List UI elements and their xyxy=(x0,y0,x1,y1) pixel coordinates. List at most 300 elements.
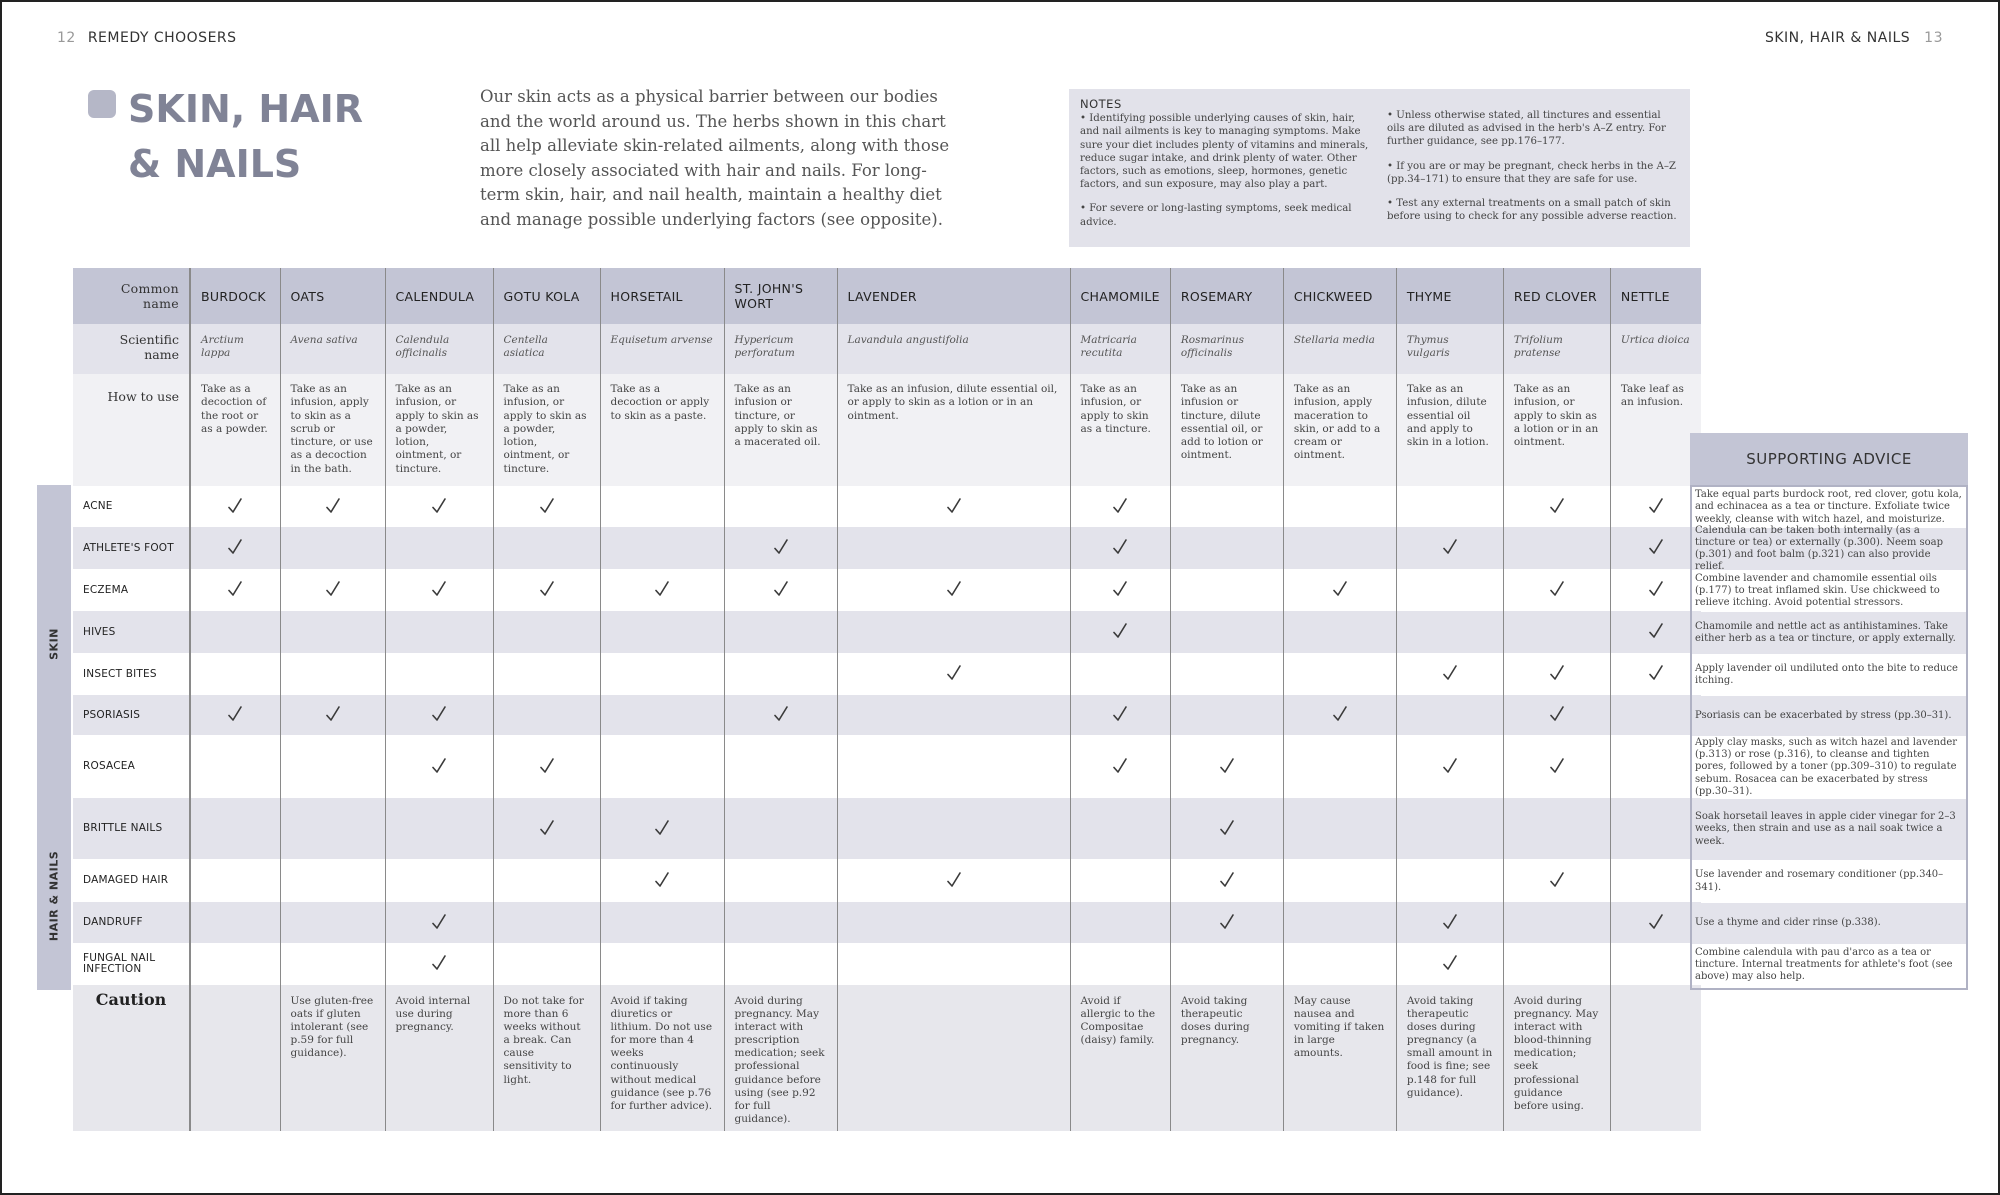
intro-paragraph: Our skin acts as a physical barrier between our bodies and the world around us. The herbs shown in this chart all help alleviate skin-related ailments, along with those more closely associated with hair and nails. For long-term skin, hair, and nail health, maintain a healthy diet and manage possible underlying factors (see opposite). xyxy=(480,87,950,229)
ailment-herb-cell xyxy=(724,653,837,695)
ailment-row xyxy=(73,735,1701,798)
ailment-herb-cell xyxy=(600,611,724,653)
ailment-herb-cell xyxy=(1283,902,1396,943)
herb-how-to-use: Take leaf as an infusion. xyxy=(1610,374,1701,486)
ailment-herb-cell xyxy=(385,527,493,569)
ailment-herb-cell xyxy=(600,569,724,611)
ailment-herb-cell xyxy=(280,798,385,859)
ailment-herb-cell xyxy=(837,859,1070,902)
check-mark-icon xyxy=(1113,619,1127,635)
check-mark-icon xyxy=(774,535,788,551)
ailment-herb-cell xyxy=(1170,902,1283,943)
group-label-skin: SKIN xyxy=(47,627,61,660)
ailment-herb-cell xyxy=(837,798,1070,859)
herb-common-name: RED CLOVER xyxy=(1503,268,1610,324)
ailment-herb-cell xyxy=(724,486,837,527)
ailment-herb-cell xyxy=(1283,486,1396,527)
check-mark-icon xyxy=(1220,816,1234,832)
ailment-herb-cell xyxy=(1170,859,1283,902)
check-mark-icon xyxy=(1443,661,1457,677)
check-mark-icon xyxy=(1550,494,1564,510)
ailment-herb-cell xyxy=(190,611,280,653)
check-mark-icon xyxy=(1333,702,1347,718)
ailment-name: DANDRUFF xyxy=(73,902,190,943)
check-mark-icon xyxy=(326,494,340,510)
ailment-herb-cell xyxy=(385,735,493,798)
row-label-how: How to use xyxy=(73,374,190,486)
ailment-herb-cell xyxy=(1610,486,1701,527)
ailment-herb-cell xyxy=(837,527,1070,569)
herb-scientific-name: Urtica dioica xyxy=(1610,324,1701,374)
herb-how-to-use: Take as an infusion, dilute essential oil and apply to skin in a lotion. xyxy=(1396,374,1503,486)
check-mark-icon xyxy=(326,577,340,593)
check-mark-icon xyxy=(432,494,446,510)
ailment-herb-cell xyxy=(280,569,385,611)
ailment-herb-cell xyxy=(1170,527,1283,569)
page-title xyxy=(128,82,363,192)
notes-right-column xyxy=(1387,109,1679,234)
ailment-herb-cell xyxy=(1070,695,1170,735)
ailment-herb-cell xyxy=(190,653,280,695)
check-mark-icon xyxy=(326,702,340,718)
ailment-herb-cell xyxy=(1503,611,1610,653)
herb-how-to-use: Take as an infusion, dilute essential oil, or apply to skin as a lotion or in an ointment. xyxy=(837,374,1070,486)
ailment-herb-cell xyxy=(385,943,493,985)
ailment-herb-cell xyxy=(1070,798,1170,859)
ailment-herb-cell xyxy=(190,569,280,611)
check-mark-icon xyxy=(655,816,669,832)
ailment-herb-cell xyxy=(1283,859,1396,902)
group-bar-hair-nails xyxy=(37,802,71,990)
herb-scientific-name: Hypericum perforatum xyxy=(724,324,837,374)
check-mark-icon xyxy=(655,577,669,593)
ailment-herb-cell xyxy=(1503,527,1610,569)
ailment-herb-cell xyxy=(1170,943,1283,985)
notes-title: NOTES xyxy=(1080,97,1122,111)
ailment-name: BRITTLE NAILS xyxy=(73,798,190,859)
herb-common-name: LAVENDER xyxy=(837,268,1070,324)
ailment-herb-cell xyxy=(837,653,1070,695)
ailment-herb-cell xyxy=(493,486,600,527)
supporting-advice-item: Psoriasis can be exacerbated by stress (pp.30–31). xyxy=(1692,696,1966,736)
check-mark-icon xyxy=(1649,661,1663,677)
ailment-herb-cell xyxy=(1396,902,1503,943)
supporting-advice-item: Take equal parts burdock root, red clover, gotu kola, and echinacea as a tea or tincture. Exfoliate twice weekly, cleanse with witch hazel, and moisturize. xyxy=(1695,489,1962,525)
herb-caution: Avoid internal use during pregnancy. xyxy=(385,985,493,1131)
ailment-herb-cell xyxy=(1070,859,1170,902)
ailment-herb-cell xyxy=(724,735,837,798)
ailment-herb-cell xyxy=(1610,943,1701,985)
herb-common-name: BURDOCK xyxy=(190,268,280,324)
page-title-line1: SKIN, HAIR xyxy=(128,87,364,131)
ailment-herb-cell xyxy=(600,902,724,943)
herb-scientific-name: Avena sativa xyxy=(280,324,385,374)
ailment-herb-cell xyxy=(1610,653,1701,695)
check-mark-icon xyxy=(655,868,669,884)
ailment-herb-cell xyxy=(1070,653,1170,695)
check-mark-icon xyxy=(1649,619,1663,635)
check-mark-icon xyxy=(1443,951,1457,967)
ailment-name: ATHLETE'S FOOT xyxy=(73,527,190,569)
ailment-herb-cell xyxy=(1503,943,1610,985)
ailment-herb-cell xyxy=(190,695,280,735)
caution-row xyxy=(73,985,1701,1131)
ailment-name: DAMAGED HAIR xyxy=(73,859,190,902)
ailment-herb-cell xyxy=(190,902,280,943)
ailment-herb-cell xyxy=(493,695,600,735)
ailment-herb-cell xyxy=(600,486,724,527)
ailment-name: ROSACEA xyxy=(73,735,190,798)
ailment-name: FUNGAL NAIL INFECTION xyxy=(73,943,190,985)
ailment-herb-cell xyxy=(1610,798,1701,859)
ailment-herb-cell xyxy=(190,798,280,859)
herb-caution: Do not take for more than 6 weeks without a break. Can cause sensitivity to light. xyxy=(493,985,600,1131)
herb-caution: May cause nausea and vomiting if taken in large amounts. xyxy=(1283,985,1396,1131)
ailment-row xyxy=(73,695,1701,735)
ailment-herb-cell xyxy=(493,798,600,859)
row-label-scientific: Scientific name xyxy=(73,324,190,374)
ailment-herb-cell xyxy=(1396,569,1503,611)
ailment-herb-cell xyxy=(1610,735,1701,798)
herb-common-name: GOTU KOLA xyxy=(493,268,600,324)
check-mark-icon xyxy=(1550,577,1564,593)
ailment-herb-cell xyxy=(1396,527,1503,569)
ailment-herb-cell xyxy=(1070,735,1170,798)
ailment-herb-cell xyxy=(724,902,837,943)
ailment-herb-cell xyxy=(1396,735,1503,798)
ailment-herb-cell xyxy=(280,486,385,527)
notes-left-column xyxy=(1080,98,1372,240)
ailment-herb-cell xyxy=(600,859,724,902)
herb-caution: Avoid during pregnancy. May interact with prescription medication; seek professional guidance before using (see p.92 for full guidance). xyxy=(724,985,837,1131)
ailment-row xyxy=(73,527,1701,569)
ailment-herb-cell xyxy=(1283,735,1396,798)
herb-scientific-name: Stellaria media xyxy=(1283,324,1396,374)
ailment-herb-cell xyxy=(493,735,600,798)
herb-caution xyxy=(837,985,1070,1131)
ailment-herb-cell xyxy=(724,695,837,735)
ailment-herb-cell xyxy=(493,611,600,653)
herb-how-to-use: Take as an infusion, or apply to skin as a powder, lotion, ointment, or tincture. xyxy=(385,374,493,486)
ailment-herb-cell xyxy=(600,695,724,735)
supporting-advice-item: Soak horsetail leaves in apple cider vinegar for 2–3 weeks, then strain and use as a nail soak twice a week. xyxy=(1692,799,1966,860)
ailment-herb-cell xyxy=(600,653,724,695)
ailment-herb-cell xyxy=(1283,611,1396,653)
supporting-advice-item: Use a thyme and cider rinse (p.338). xyxy=(1692,903,1966,944)
ailment-herb-cell xyxy=(1170,653,1283,695)
ailment-herb-cell xyxy=(1610,611,1701,653)
ailment-name: ACNE xyxy=(73,486,190,527)
notes-box xyxy=(1069,89,1690,247)
ailment-herb-cell xyxy=(837,943,1070,985)
ailment-herb-cell xyxy=(724,943,837,985)
notes-item: • Test any external treatments on a small patch of skin before using to check for any possible adverse reaction. xyxy=(1387,198,1677,223)
ailment-herb-cell xyxy=(1396,943,1503,985)
ailment-herb-cell xyxy=(724,527,837,569)
ailment-herb-cell xyxy=(1283,798,1396,859)
ailment-herb-cell xyxy=(493,859,600,902)
ailment-herb-cell xyxy=(1170,611,1283,653)
ailment-herb-cell xyxy=(1070,902,1170,943)
ailment-herb-cell xyxy=(280,735,385,798)
ailment-herb-cell xyxy=(1283,695,1396,735)
check-mark-icon xyxy=(774,577,788,593)
herb-caution: Avoid taking therapeutic doses during pregnancy (a small amount in food is fine; see p.148 for full guidance). xyxy=(1396,985,1503,1131)
left-page-number: 12 xyxy=(57,30,76,46)
ailment-herb-cell xyxy=(724,798,837,859)
ailment-row xyxy=(73,486,1701,527)
notes-item: • Identifying possible underlying causes of skin, hair, and nail ailments is key to managing symptoms. Make sure your diet includes plenty of vitamins and minerals, reduce sugar intake, and drink plenty of water. Other factors, such as emotions, sleep, hormones, genetic factors, and sun exposure, may also play a part. xyxy=(1080,113,1369,191)
ailment-herb-cell xyxy=(724,611,837,653)
check-mark-icon xyxy=(1113,702,1127,718)
herb-caution xyxy=(1610,985,1701,1131)
ailment-herb-cell xyxy=(837,611,1070,653)
ailment-herb-cell xyxy=(493,653,600,695)
left-running-title: REMEDY CHOOSERS xyxy=(87,30,237,46)
ailment-herb-cell xyxy=(1503,569,1610,611)
ailment-row xyxy=(73,653,1701,695)
ailment-herb-cell xyxy=(1503,735,1610,798)
ailment-herb-cell xyxy=(600,527,724,569)
check-mark-icon xyxy=(228,577,242,593)
ailment-herb-cell xyxy=(493,902,600,943)
ailment-herb-cell xyxy=(600,798,724,859)
check-mark-icon xyxy=(228,494,242,510)
check-mark-icon xyxy=(1113,577,1127,593)
ailment-herb-cell xyxy=(1283,943,1396,985)
check-mark-icon xyxy=(1333,577,1347,593)
ailment-herb-cell xyxy=(1503,798,1610,859)
check-mark-icon xyxy=(1220,868,1234,884)
ailment-row xyxy=(73,611,1701,653)
ailment-herb-cell xyxy=(837,695,1070,735)
herb-scientific-name: Calendula officinalis xyxy=(385,324,493,374)
herb-scientific-name: Rosmarinus officinalis xyxy=(1170,324,1283,374)
ailment-herb-cell xyxy=(493,943,600,985)
supporting-advice-item: Combine lavender and chamomile essential oils (p.177) to treat inflamed skin. Use chickweed to relieve itching. Avoid potential stressors. xyxy=(1695,572,1940,609)
ailment-herb-cell xyxy=(1283,569,1396,611)
check-mark-icon xyxy=(432,702,446,718)
ailment-herb-cell xyxy=(1503,695,1610,735)
ailment-herb-cell xyxy=(837,735,1070,798)
ailment-herb-cell xyxy=(1070,943,1170,985)
supporting-advice-item: Combine calendula with pau d'arco as a tea or tincture. Internal treatments for athlete's foot (see above) may also help. xyxy=(1695,946,1953,983)
check-mark-icon xyxy=(1220,754,1234,770)
ailment-herb-cell xyxy=(1610,569,1701,611)
how-to-use-row xyxy=(73,374,1701,486)
check-mark-icon xyxy=(1550,754,1564,770)
ailment-herb-cell xyxy=(493,527,600,569)
supporting-advice-item: Calendula can be taken both internally (as a tincture or tea) or externally (p.300). Neem soap (p.301) and foot balm (p.321) can also provide relief. xyxy=(1692,528,1966,570)
notes-item: • If you are or may be pregnant, check herbs in the A–Z (pp.34–171) to ensure that they are safe for use. xyxy=(1387,160,1677,185)
ailment-herb-cell xyxy=(1070,569,1170,611)
herb-scientific-name: Centella asiatica xyxy=(493,324,600,374)
check-mark-icon xyxy=(432,577,446,593)
ailment-herb-cell xyxy=(1396,611,1503,653)
ailment-row xyxy=(73,569,1701,611)
ailment-herb-cell xyxy=(837,902,1070,943)
group-bar-skin xyxy=(37,485,71,802)
ailment-herb-cell xyxy=(837,486,1070,527)
check-mark-icon xyxy=(947,494,961,510)
ailment-herb-cell xyxy=(1396,695,1503,735)
right-page-number: 13 xyxy=(1924,30,1943,46)
check-mark-icon xyxy=(947,868,961,884)
check-mark-icon xyxy=(774,702,788,718)
supporting-advice-item: Apply clay masks, such as witch hazel and lavender (p.313) or rose (p.316), to cleanse and tighten pores, followed by a toner (pp.309–310) to regulate sebum. Rosacea can be exacerbated by stress (pp.30–31). xyxy=(1695,736,1958,797)
herb-common-name: HORSETAIL xyxy=(600,268,724,324)
ailment-herb-cell xyxy=(190,943,280,985)
check-mark-icon xyxy=(1649,910,1663,926)
ailment-herb-cell xyxy=(1170,486,1283,527)
check-mark-icon xyxy=(1550,661,1564,677)
herb-how-to-use: Take as an infusion or tincture, dilute essential oil, or add to lotion or ointment. xyxy=(1170,374,1283,486)
check-mark-icon xyxy=(947,661,961,677)
ailment-name: ECZEMA xyxy=(73,569,190,611)
herb-caution: Avoid taking therapeutic doses during pregnancy. xyxy=(1170,985,1283,1131)
herb-caution: Avoid if taking diuretics or lithium. Do not use for more than 4 weeks continuously without medical guidance (see p.76 for further advice). xyxy=(600,985,724,1131)
remedy-chart-table xyxy=(73,268,1701,1131)
herb-scientific-name: Equisetum arvense xyxy=(600,324,724,374)
herb-scientific-name: Lavandula angustifolia xyxy=(837,324,1070,374)
check-mark-icon xyxy=(228,702,242,718)
ailment-row xyxy=(73,902,1701,943)
supporting-advice-item: Use lavender and rosemary conditioner (pp.340–341). xyxy=(1695,869,1944,893)
herb-how-to-use: Take as an infusion, apply maceration to skin, or add to a cream or ointment. xyxy=(1283,374,1396,486)
herb-how-to-use: Take as a decoction of the root or as a powder. xyxy=(190,374,280,486)
herb-scientific-name: Matricaria recutita xyxy=(1070,324,1170,374)
ailment-herb-cell xyxy=(1170,798,1283,859)
scientific-name-row xyxy=(73,324,1701,374)
ailment-herb-cell xyxy=(280,653,385,695)
ailment-herb-cell xyxy=(1170,695,1283,735)
herb-common-name: THYME xyxy=(1396,268,1503,324)
check-mark-icon xyxy=(1443,535,1457,551)
herb-how-to-use: Take as an infusion or tincture, or apply to skin as a macerated oil. xyxy=(724,374,837,486)
ailment-herb-cell xyxy=(1610,695,1701,735)
ailment-herb-cell xyxy=(190,486,280,527)
herb-scientific-name: Arctium lappa xyxy=(190,324,280,374)
check-mark-icon xyxy=(540,577,554,593)
ailment-herb-cell xyxy=(1170,735,1283,798)
ailment-herb-cell xyxy=(1070,527,1170,569)
common-name-row xyxy=(73,268,1701,324)
row-label-caution: Caution xyxy=(73,985,190,1131)
check-mark-icon xyxy=(1113,754,1127,770)
right-running-title: SKIN, HAIR & NAILS xyxy=(1764,30,1911,46)
ailment-name: INSECT BITES xyxy=(73,653,190,695)
check-mark-icon xyxy=(947,577,961,593)
ailment-herb-cell xyxy=(1503,486,1610,527)
ailment-row xyxy=(73,859,1701,902)
herb-scientific-name: Thymus vulgaris xyxy=(1396,324,1503,374)
ailment-herb-cell xyxy=(1503,859,1610,902)
check-mark-icon xyxy=(1649,535,1663,551)
ailment-herb-cell xyxy=(280,943,385,985)
ailment-herb-cell xyxy=(385,902,493,943)
ailment-herb-cell xyxy=(1396,486,1503,527)
ailment-herb-cell xyxy=(1283,527,1396,569)
ailment-herb-cell xyxy=(600,735,724,798)
herb-caution: Use gluten-free oats if gluten intolerant (see p.59 for full guidance). xyxy=(280,985,385,1131)
herb-caution xyxy=(190,985,280,1131)
ailment-herb-cell xyxy=(493,569,600,611)
ailment-herb-cell xyxy=(385,798,493,859)
check-mark-icon xyxy=(1550,868,1564,884)
ailment-herb-cell xyxy=(385,859,493,902)
ailment-herb-cell xyxy=(1283,653,1396,695)
ailment-herb-cell xyxy=(1610,859,1701,902)
supporting-advice-item: Apply lavender oil undiluted onto the bite to reduce itching. xyxy=(1695,662,1958,686)
ailment-herb-cell xyxy=(280,859,385,902)
herb-common-name: ST. JOHN'S WORT xyxy=(724,268,837,324)
ailment-herb-cell xyxy=(385,611,493,653)
herb-how-to-use: Take as a decoction or apply to skin as a paste. xyxy=(600,374,724,486)
ailment-herb-cell xyxy=(1503,653,1610,695)
herb-common-name: NETTLE xyxy=(1610,268,1701,324)
check-mark-icon xyxy=(1443,754,1457,770)
ailment-herb-cell xyxy=(1070,486,1170,527)
ailment-herb-cell xyxy=(280,695,385,735)
check-mark-icon xyxy=(228,535,242,551)
ailment-herb-cell xyxy=(837,569,1070,611)
check-mark-icon xyxy=(540,494,554,510)
check-mark-icon xyxy=(540,754,554,770)
ailment-herb-cell xyxy=(385,486,493,527)
ailment-herb-cell xyxy=(1396,653,1503,695)
left-running-header xyxy=(57,30,237,46)
right-running-header xyxy=(1765,30,1943,46)
ailment-herb-cell xyxy=(190,735,280,798)
ailment-herb-cell xyxy=(724,859,837,902)
herb-caution: Avoid if allergic to the Compositae (daisy) family. xyxy=(1070,985,1170,1131)
herb-how-to-use: Take as an infusion, or apply to skin as a lotion or in an ointment. xyxy=(1503,374,1610,486)
herb-common-name: CHICKWEED xyxy=(1283,268,1396,324)
check-mark-icon xyxy=(1550,702,1564,718)
herb-common-name: ROSEMARY xyxy=(1170,268,1283,324)
group-label-hair-nails: HAIR & NAILS xyxy=(47,850,61,942)
ailment-name: HIVES xyxy=(73,611,190,653)
supporting-advice-panel xyxy=(1690,485,1968,990)
check-mark-icon xyxy=(1443,910,1457,926)
ailment-herb-cell xyxy=(385,695,493,735)
herb-common-name: CALENDULA xyxy=(385,268,493,324)
ailment-herb-cell xyxy=(1503,902,1610,943)
ailment-row xyxy=(73,798,1701,859)
ailment-herb-cell xyxy=(280,611,385,653)
ailment-name: PSORIASIS xyxy=(73,695,190,735)
ailment-herb-cell xyxy=(1396,859,1503,902)
herb-how-to-use: Take as an infusion, apply to skin as a scrub or tincture, or use as a decoction in the bath. xyxy=(280,374,385,486)
notes-item: • Unless otherwise stated, all tinctures and essential oils are diluted as advised in the herb's A–Z entry. For further guidance, see pp.176–177. xyxy=(1387,110,1666,148)
ailment-herb-cell xyxy=(190,527,280,569)
herb-common-name: OATS xyxy=(280,268,385,324)
herb-caution: Avoid during pregnancy. May interact with blood-thinning medication; seek professional guidance before using. xyxy=(1503,985,1610,1131)
herb-how-to-use: Take as an infusion, or apply to skin as a tincture. xyxy=(1070,374,1170,486)
check-mark-icon xyxy=(432,754,446,770)
check-mark-icon xyxy=(1113,535,1127,551)
supporting-advice-item: Chamomile and nettle act as antihistamines. Take either herb as a tea or tincture, or apply externally. xyxy=(1692,612,1966,654)
notes-item: • For severe or long-lasting symptoms, seek medical advice. xyxy=(1080,203,1352,228)
ailment-herb-cell xyxy=(724,569,837,611)
ailment-herb-cell xyxy=(1070,611,1170,653)
check-mark-icon xyxy=(1220,910,1234,926)
ailment-herb-cell xyxy=(190,859,280,902)
check-mark-icon xyxy=(540,816,554,832)
ailment-herb-cell xyxy=(1610,527,1701,569)
ailment-herb-cell xyxy=(385,569,493,611)
ailment-herb-cell xyxy=(1610,902,1701,943)
